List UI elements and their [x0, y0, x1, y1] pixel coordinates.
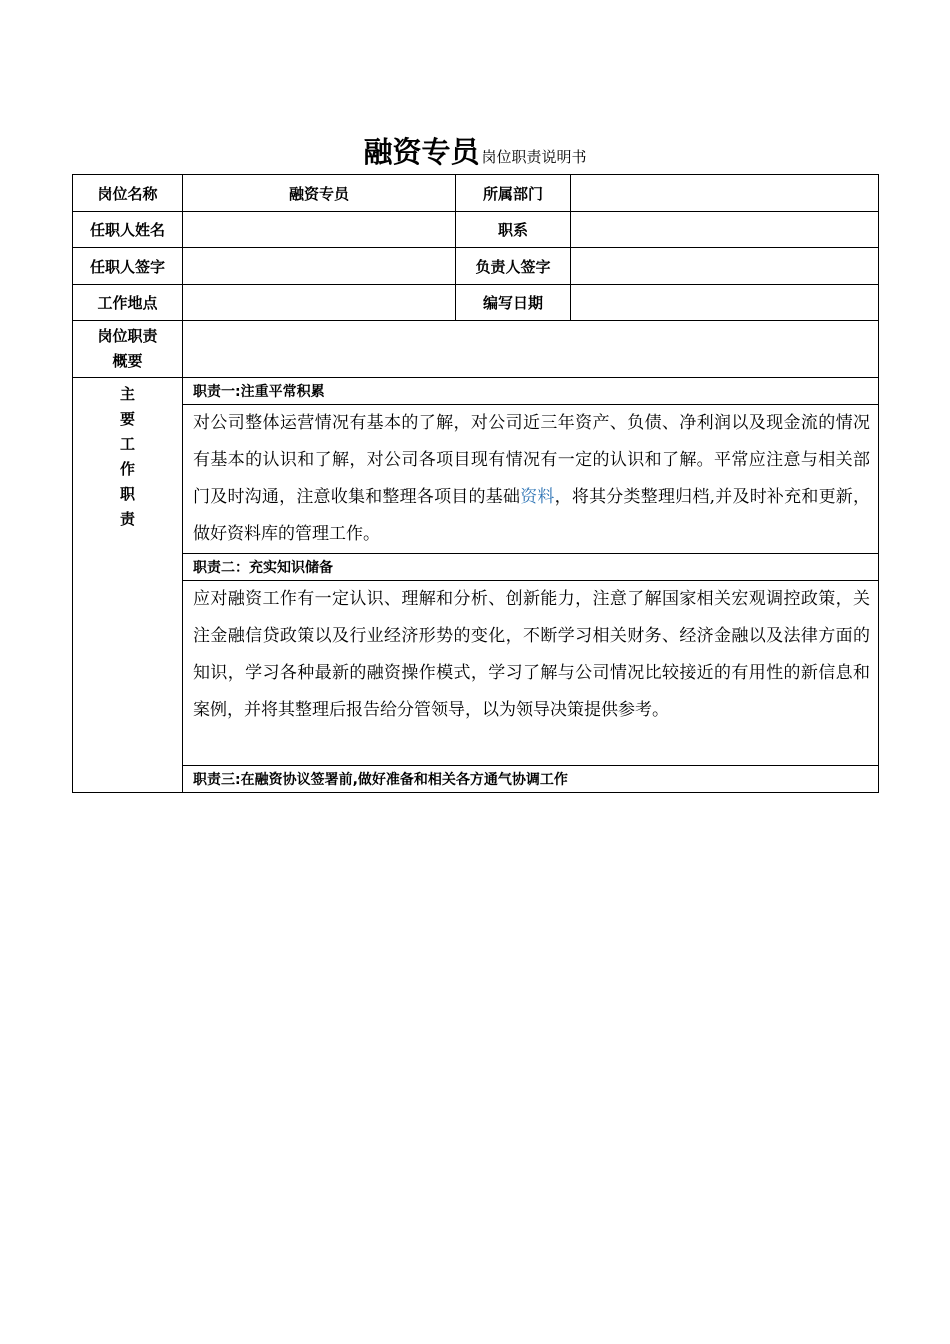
main-duties-char: 作	[119, 460, 135, 478]
job-description-table	[72, 174, 879, 793]
work-location-label: 工作地点	[73, 285, 183, 321]
duty-summary-label-line2: 概要	[112, 352, 143, 370]
holder-signature-value[interactable]	[183, 248, 456, 285]
main-duties-label	[73, 378, 183, 793]
duty-1-body-text: 对公司整体运营情况有基本的了解，对公司近三年资产、负债、净利润以及现金流的情况有基本的认识和了解，对公司各项目现有情况有一定的认识和了解。平常应注意与相关部门及时沟通，注意收集和整理各项目的基础	[193, 413, 870, 507]
title-main: 融资专员	[363, 135, 480, 169]
duty-1-body-row	[73, 405, 879, 554]
row-holder-name	[73, 212, 879, 248]
duty-summary-label-line1: 岗位职责	[97, 327, 158, 345]
duty-1-title: 职责一:注重平常积累	[183, 378, 879, 405]
job-series-label: 职系	[456, 212, 571, 248]
main-duties-char: 要	[119, 410, 135, 428]
duty-1-title-row	[73, 378, 879, 405]
written-date-value[interactable]	[571, 285, 879, 321]
duty-2-body-row	[73, 581, 879, 766]
row-summary	[73, 321, 879, 378]
document-title	[0, 130, 950, 171]
job-series-value[interactable]	[571, 212, 879, 248]
duty-3-title: 职责三:在融资协议签署前,做好准备和相关各方通气协调工作	[183, 766, 879, 793]
duty-1-body-text-end: ，将其分类整理归档,并及时补充和更新，做好资料库的管理工作。	[193, 487, 871, 544]
row-job-name	[73, 175, 879, 212]
title-subtitle: 岗位职责说明书	[481, 148, 587, 166]
duty-2-title-row	[73, 554, 879, 581]
main-duties-char: 主	[119, 385, 135, 403]
main-duties-char: 工	[119, 435, 135, 453]
duty-1-body	[183, 405, 879, 554]
department-value[interactable]	[571, 175, 879, 212]
materials-link[interactable]: 资料	[520, 487, 555, 507]
holder-name-label: 任职人姓名	[73, 212, 183, 248]
row-signatures	[73, 248, 879, 285]
row-location-date	[73, 285, 879, 321]
holder-signature-label: 任职人签字	[73, 248, 183, 285]
work-location-value[interactable]	[183, 285, 456, 321]
main-duties-char: 责	[119, 510, 135, 528]
main-duties-char: 职	[119, 485, 135, 503]
duty-2-title: 职责二：充实知识储备	[183, 554, 879, 581]
job-name-label: 岗位名称	[73, 175, 183, 212]
duty-summary-label	[73, 321, 183, 378]
job-name-value[interactable]: 融资专员	[183, 175, 456, 212]
duty-2-body: 应对融资工作有一定认识、理解和分析、创新能力，注意了解国家相关宏观调控政策，关注金融信贷政策以及行业经济形势的变化，不断学习相关财务、经济金融以及法律方面的知识，学习各种最新的融资操作模式，学习了解与公司情况比较接近的有用性的新信息和案例，并将其整理后报告给分管领导，以为领导决策提供参考。	[183, 581, 879, 766]
manager-signature-value[interactable]	[571, 248, 879, 285]
holder-name-value[interactable]	[183, 212, 456, 248]
written-date-label: 编写日期	[456, 285, 571, 321]
department-label: 所属部门	[456, 175, 571, 212]
duty-summary-value[interactable]	[183, 321, 879, 378]
duty-3-title-row	[73, 766, 879, 793]
manager-signature-label: 负责人签字	[456, 248, 571, 285]
